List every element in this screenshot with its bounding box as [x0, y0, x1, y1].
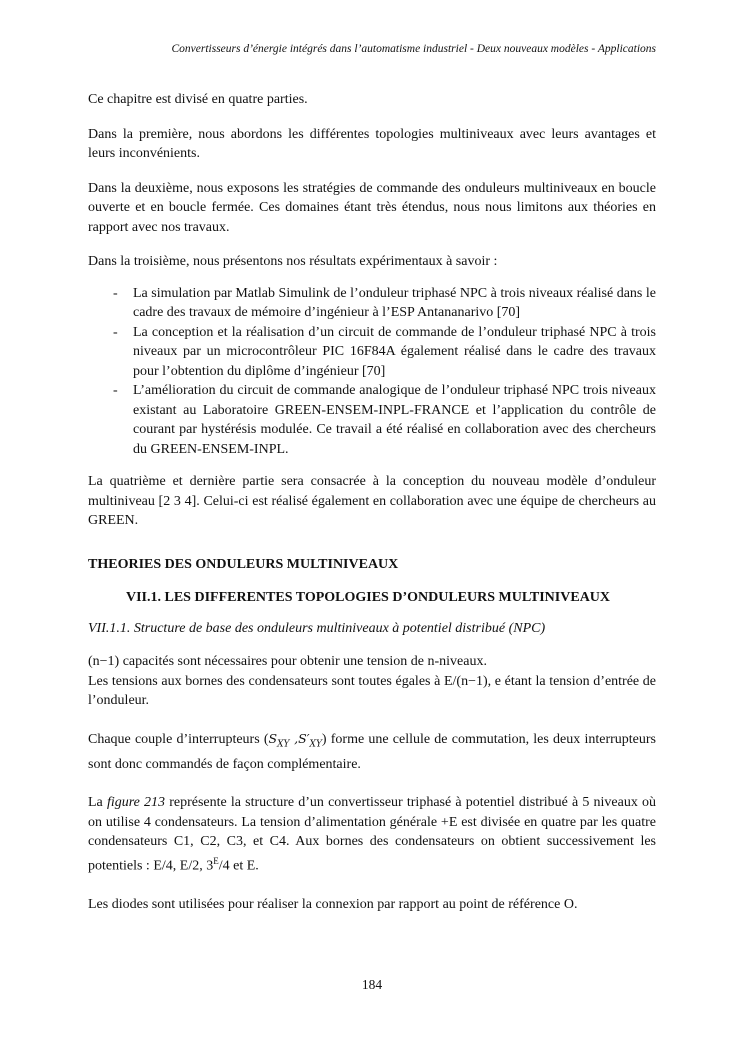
subsection-heading: VII.1. LES DIFFERENTES TOPOLOGIES D’ONDULEURS MULTINIVEAUX	[126, 590, 611, 605]
section-heading: THEORIES DES ONDULEURS MULTINIVEAUX	[88, 556, 399, 572]
list-bullet: -	[113, 383, 118, 398]
list-item-text: La conception et la réalisation d’un circuit de commande de l’onduleur triphasé NPC à trois niveaux par un microcontrôleur PIC 16F84A également réalisé dans le cadre des travaux pour l’obtention du diplôme d’ingénieur [70]	[133, 324, 656, 379]
results-list	[88, 284, 656, 460]
npc-paragraph-2: Chaque couple d’interrupteurs ($S_{XY}$ $,S'_{XY}$) forme une cellule de commutation, les deux interrupteurs sont donc commandés de façon complémentaire.	[88, 730, 656, 772]
running-header: Convertisseurs d’énergie intégrés dans l’automatisme industriel - Deux nouveaux modèles - Applications	[171, 43, 656, 55]
npc-voltage-line: Les tensions aux bornes des condensateurs sont toutes égales à E/(n−1), e étant la tension d’entrée de l’onduleur.	[88, 673, 656, 708]
intro-paragraph-3: Dans la deuxième, nous exposons les stratégies de commande des onduleurs multiniveaux en boucle ouverte et en boucle fermée. Ces domaines étant très étendus, nous nous limitons aux théories en rapport avec nos travaux.	[88, 180, 656, 235]
list-item	[88, 284, 656, 323]
npc-paragraph-3: La figure 213 représente la structure d’un convertisseur triphasé à potentiel distribué à 5 niveaux où on utilise 4 condensateurs. La tension d’alimentation générale +E est divisée en quatre par les quatre condensateurs C1, C2, C3, et C4. Aux bornes des condensateurs on obtient successivement les potentiels : E/4, E/2, $3^E/4$ et E.	[88, 795, 657, 874]
list-bullet: -	[113, 324, 118, 340]
list-item	[88, 381, 656, 459]
list-item	[88, 323, 656, 382]
npc-capacities-line: (n−1) capacités sont nécessaires pour obtenir une tension de n-niveaux.	[88, 654, 487, 669]
list-item-text: La simulation par Matlab Simulink de l’onduleur triphasé NPC à trois niveaux réalisé dans le cadre des travaux de mémoire d’ingénieur à l’ESP Antananarivo [70]	[133, 285, 656, 320]
intro-paragraph-4: Dans la troisième, nous présentons nos résultats expérimentaux à savoir :	[88, 254, 498, 269]
switch-symbol: $S_{XY}$ $,S'_{XY}$	[268, 730, 322, 749]
intro-paragraph-5: La quatrième et dernière partie sera consacrée à la conception du nouveau modèle d’onduleur multiniveau [2 3 4]. Celui-ci est réalisé également en collaboration avec une équipe de chercheurs au GREEN.	[88, 474, 656, 528]
figure-reference: figure 213	[106, 795, 166, 810]
npc-paragraph-1	[88, 652, 656, 711]
page-body	[88, 90, 656, 929]
subsubsection-heading: VII.1.1. Structure de base des onduleurs multiniveaux à potentiel distribué (NPC)	[88, 620, 546, 636]
intro-paragraph-1: Ce chapitre est divisé en quatre parties.	[88, 92, 308, 107]
page-number: 184	[361, 977, 383, 992]
intro-paragraph-2: Dans la première, nous abordons les différentes topologies multiniveaux avec leurs avantages et leurs inconvénients.	[88, 126, 656, 161]
list-item-text: L’amélioration du circuit de commande analogique de l’onduleur triphasé NPC trois niveaux existant au Laboratoire GREEN-ENSEM-INPL-FRANCE et l’application du contrôle de courant par hystérésis modulée. Ce travail a été réalisé en collaboration avec des chercheurs du GREEN-ENSEM-INPL.	[133, 383, 656, 457]
npc-paragraph-4: Les diodes sont utilisées pour réaliser la connexion par rapport au point de référence O.	[88, 896, 578, 912]
list-bullet: -	[113, 285, 118, 301]
